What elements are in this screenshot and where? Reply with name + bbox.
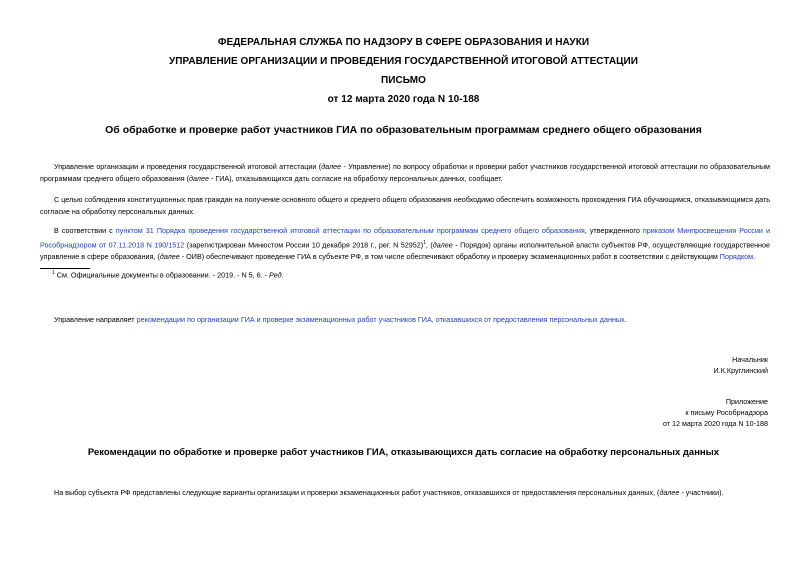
letter-subject: Об обработке и проверке работ участников ГИА по образовательным программам среднего общего образования bbox=[105, 124, 702, 136]
p1-em-1: далее bbox=[321, 162, 342, 171]
p3-text-c: (зарегистрирован Минюстом России 10 декабря 2018 г., рег. N 52952) bbox=[184, 240, 424, 250]
link-recommendations[interactable]: рекомендации по организации ГИА и проверке экзаменационных работ участников ГИА, отказавшихся от предоставления персональных данных bbox=[136, 315, 625, 324]
link-punkt-31-poryadka[interactable]: пунктом 31 Порядка проведения государственной итоговой аттестации по образовательным программам среднего общего образования bbox=[115, 226, 585, 235]
signature-name: И.К.Круглинский bbox=[713, 366, 768, 375]
doc-type-heading: ПИСЬМО bbox=[381, 75, 426, 86]
appendix-block bbox=[663, 396, 768, 429]
footnote-em: Ред. bbox=[269, 270, 284, 280]
p1-text-c: - ГИА), отказывающихся дать согласие на обработку персональных данных, сообщает. bbox=[208, 174, 503, 183]
paragraph-2 bbox=[40, 194, 770, 218]
p1-text-a: Управление организации и проведения государственной итоговой аттестации ( bbox=[54, 162, 322, 171]
p2-text: С целью соблюдения конституционных прав граждан на получение основного общего и среднего общего образования необходимо обеспечить возможность прохождения ГИА обучающимся, отказывающимся дать согласие на обработку персональных данных. bbox=[40, 195, 770, 216]
paragraph-3 bbox=[40, 225, 770, 263]
link-poryadok[interactable]: Порядком bbox=[719, 252, 754, 262]
p3-text-b: , утвержденного bbox=[584, 226, 643, 235]
final-text-b: - участники). bbox=[679, 488, 724, 497]
p3-text-g: . bbox=[753, 252, 756, 262]
link-prikaz[interactable]: приказом Минпросвещения России и Рособрнадзором от 07.11.2018 N 190/1512 bbox=[40, 226, 770, 250]
final-text-a: На выбор субъекта РФ представлены следующие варианты организации и проверки экзаменационных работ участников, отказавшихся от предоставления персональных данных, ( bbox=[54, 488, 660, 497]
p3-text-e: - Порядок) органы исполнительной власти субъектов РФ, осуществляющие государственное управление в сфере образования, ( bbox=[40, 240, 771, 262]
appendix-line-2: к письму Рособрнадзора bbox=[685, 408, 768, 417]
footnote bbox=[52, 270, 284, 279]
recommendations-title: Рекомендации по обработке и проверке работ участников ГИА, отказывающихся дать согласие на обработку персональных данных bbox=[87, 447, 720, 458]
paragraph-1 bbox=[40, 161, 770, 185]
p3-text-d: , ( bbox=[425, 240, 433, 250]
footnote-divider bbox=[40, 268, 90, 269]
p4-text-a: Управление направляет bbox=[54, 315, 137, 324]
final-paragraph bbox=[40, 487, 770, 499]
p1-em-2: далее bbox=[189, 174, 209, 183]
department-heading: УПРАВЛЕНИЕ ОРГАНИЗАЦИИ И ПРОВЕДЕНИЯ ГОСУДАРСТВЕННОЙ ИТОГОВОЙ АТТЕСТАЦИИ bbox=[169, 56, 638, 67]
appendix-line-1: Приложение bbox=[725, 397, 768, 406]
p4-text-b: . bbox=[624, 315, 627, 324]
p3-text-a: В соответствии с bbox=[54, 226, 116, 235]
signature-block bbox=[714, 354, 768, 376]
date-number-heading: от 12 марта 2020 года N 10-188 bbox=[327, 94, 480, 105]
p1-text-b: - Управление) по вопросу обработки и проверки работ участников государственной итоговой аттестации по образовательным программам среднего общего образования ( bbox=[40, 162, 770, 183]
footnote-mark: 1 bbox=[52, 270, 55, 276]
p3-text-f: - ОИВ) обеспечивают проведение ГИА в субъекте РФ, в том числе обеспечивают обработку и проверку экзаменационных работ в соответствии с действующим bbox=[179, 252, 720, 262]
signature-position: Начальник bbox=[732, 355, 768, 364]
footnote-text: См. Официальные документы в образовании. - 2019. - N 5, 6. - bbox=[54, 270, 270, 280]
p3-em-2: далее bbox=[159, 252, 180, 262]
final-em: далее bbox=[659, 488, 680, 497]
agency-heading: ФЕДЕРАЛЬНАЯ СЛУЖБА ПО НАДЗОРУ В СФЕРЕ ОБРАЗОВАНИЯ И НАУКИ bbox=[217, 37, 590, 48]
appendix-line-3: от 12 марта 2020 года N 10-188 bbox=[662, 419, 768, 428]
footnote-ref[interactable]: 1 bbox=[423, 240, 426, 246]
paragraph-4 bbox=[40, 314, 770, 326]
p3-em-1: далее bbox=[432, 240, 453, 250]
